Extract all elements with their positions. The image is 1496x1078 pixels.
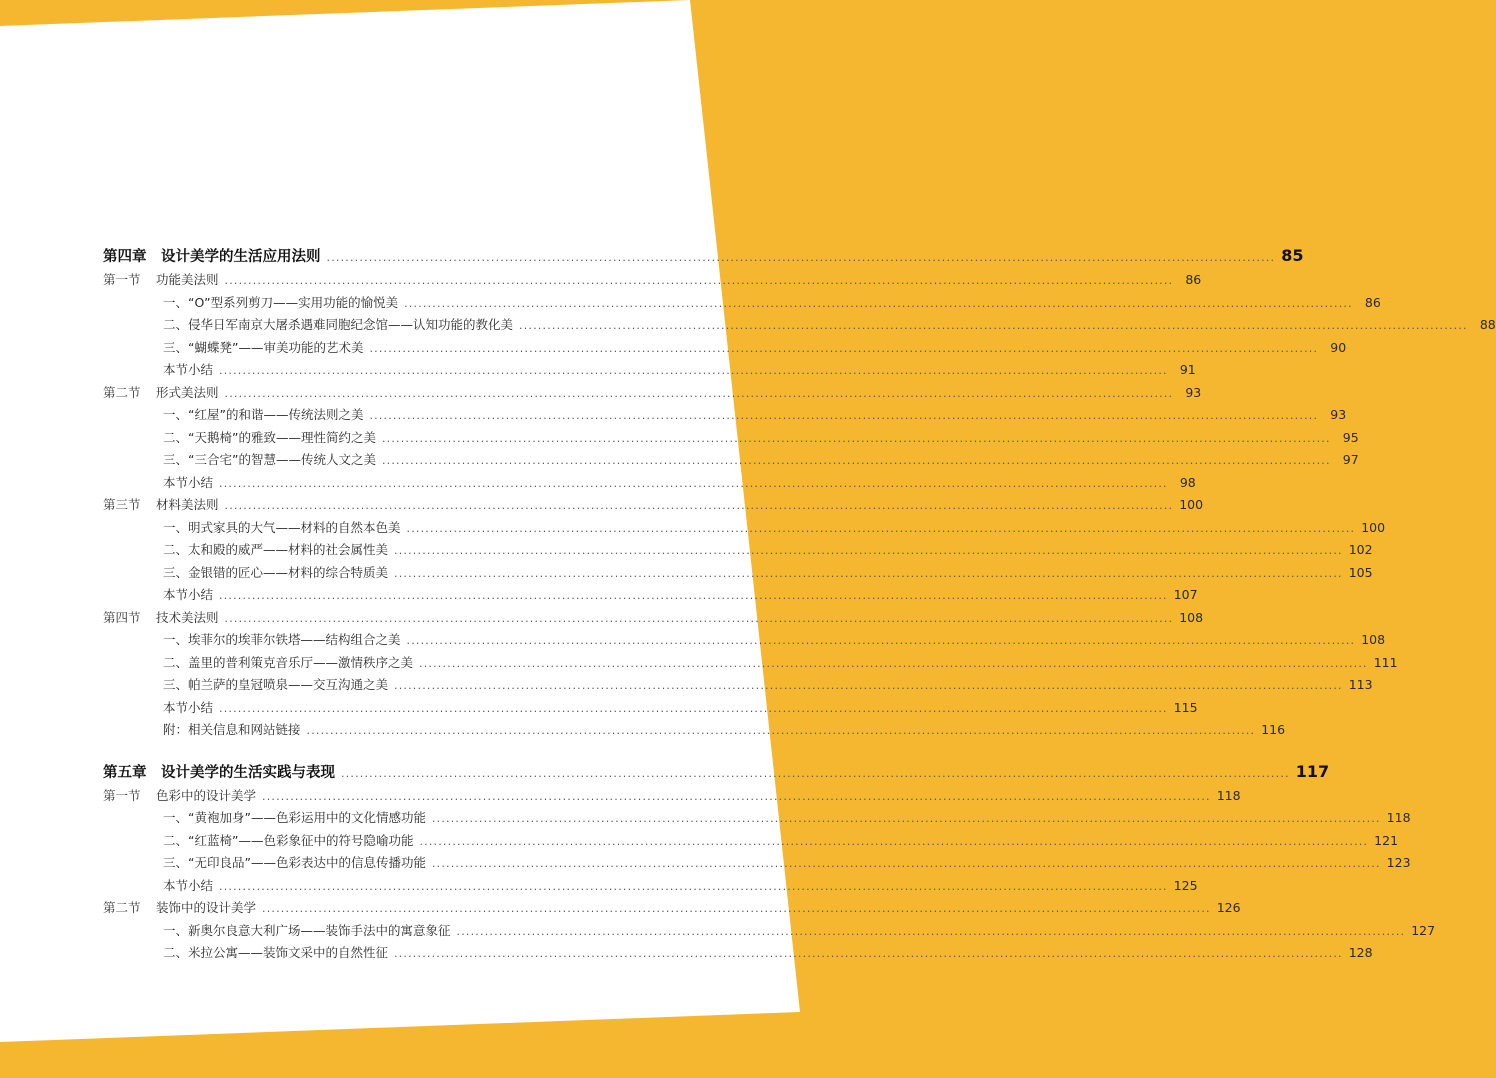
subsection-entry[interactable] [103, 562, 1373, 585]
section-entry[interactable] [103, 607, 1204, 630]
section-entry[interactable] [103, 494, 1204, 517]
subsection-entry[interactable] [103, 697, 1198, 720]
dot-leader [382, 428, 1331, 451]
subsection-title: 二、盖里的普利策克音乐厅——激情秩序之美 [163, 654, 414, 670]
section-number: 第三节 [103, 497, 141, 512]
subsection-entry[interactable] [103, 427, 1359, 450]
subsection-title: 三、金银错的匠心——材料的综合特质美 [163, 564, 389, 580]
chapter-number: 第四章 [103, 249, 147, 265]
chapter-gap [103, 742, 660, 759]
subsection-page-number: 111 [1373, 654, 1398, 670]
subsection-title: 本节小结 [163, 877, 214, 893]
subsection-entry[interactable] [103, 539, 1373, 562]
subsection-entry[interactable] [103, 852, 1411, 875]
subsection-title: 本节小结 [163, 474, 214, 490]
dot-leader [394, 563, 1343, 586]
dot-leader [307, 720, 1256, 743]
subsection-entry[interactable] [103, 875, 1198, 898]
subsection-entry[interactable] [103, 359, 1196, 382]
section-title: 技术美法则 [156, 609, 219, 625]
subsection-entry[interactable] [103, 629, 1386, 652]
table-of-contents [103, 243, 1496, 965]
chapter-page-number: 117 [1295, 761, 1330, 781]
subsection-page-number: 91 [1179, 362, 1196, 377]
subsection-page-number: 98 [1179, 474, 1196, 490]
subsection-entry[interactable] [103, 674, 1373, 697]
subsection-entry[interactable] [103, 292, 1381, 315]
section-entry[interactable] [103, 269, 1202, 292]
dot-leader [369, 338, 1318, 361]
section-entry[interactable] [103, 897, 1241, 920]
section-page-number: 100 [1179, 497, 1204, 512]
section-number: 第一节 [103, 787, 141, 803]
dot-leader [219, 698, 1168, 721]
subsection-entry[interactable] [103, 517, 1386, 540]
dot-leader [225, 495, 1174, 518]
dot-leader [394, 675, 1343, 698]
dot-leader [262, 898, 1211, 921]
dot-leader [219, 585, 1168, 608]
subsection-page-number: 93 [1330, 407, 1347, 422]
subsection-page-number: 116 [1261, 722, 1286, 737]
chapter-heading[interactable] [103, 243, 1304, 269]
dot-leader [219, 473, 1168, 496]
subsection-entry[interactable] [103, 830, 1399, 853]
dot-leader [394, 540, 1343, 563]
subsection-page-number: 108 [1361, 632, 1386, 647]
subsection-title: 二、“天鹅椅”的雅致——理性简约之美 [163, 429, 376, 445]
subsection-entry[interactable] [103, 404, 1347, 427]
subsection-page-number: 121 [1374, 832, 1399, 848]
subsection-title: 一、“红屋”的和谐——传统法则之美 [163, 407, 364, 422]
subsection-entry[interactable] [103, 472, 1196, 495]
subsection-title: 三、帕兰萨的皇冠喷泉——交互沟通之美 [163, 677, 389, 692]
subsection-title: 二、“红蓝椅”——色彩象征中的符号隐喻功能 [163, 832, 414, 848]
subsection-entry[interactable] [103, 652, 1398, 675]
dot-leader [225, 608, 1174, 631]
section-entry[interactable] [103, 382, 1202, 405]
subsection-entry[interactable] [103, 584, 1198, 607]
subsection-title: 一、埃菲尔的埃菲尔铁塔——结构组合之美 [163, 632, 401, 647]
subsection-title: 一、明式家具的大气——材料的自然本色美 [163, 519, 401, 535]
section-number: 第二节 [103, 384, 141, 400]
section-number: 第一节 [103, 272, 141, 287]
section-page-number: 118 [1216, 787, 1241, 803]
dot-leader [432, 853, 1381, 876]
section-title: 形式美法则 [156, 384, 219, 400]
chapter-number: 第五章 [103, 764, 147, 781]
subsection-title: 本节小结 [163, 699, 214, 715]
subsection-page-number: 113 [1348, 677, 1373, 692]
chapter-heading[interactable] [103, 759, 1330, 785]
section-title: 材料美法则 [156, 497, 219, 512]
subsection-title: 本节小结 [163, 587, 214, 602]
subsection-title: 三、“蝴蝶凳”——审美功能的艺术美 [163, 339, 364, 355]
section-title: 色彩中的设计美学 [156, 787, 257, 803]
subsection-page-number: 97 [1342, 452, 1359, 467]
subsection-page-number: 125 [1173, 877, 1198, 893]
subsection-page-number: 90 [1330, 339, 1347, 355]
chapter-title: 设计美学的生活实践与表现 [161, 764, 335, 781]
subsection-title: 一、“O”型系列剪刀——实用功能的愉悦美 [163, 294, 399, 310]
subsection-title: 二、太和殿的威严——材料的社会属性美 [163, 542, 389, 557]
dot-leader [404, 293, 1353, 316]
subsection-entry[interactable] [103, 337, 1347, 360]
dot-leader [519, 315, 1468, 338]
chapter-page-number: 85 [1281, 246, 1304, 265]
subsection-entry[interactable] [103, 807, 1411, 830]
dot-leader [327, 245, 1276, 271]
chapter-title: 设计美学的生活应用法则 [161, 249, 321, 265]
dot-leader [369, 405, 1318, 428]
subsection-page-number: 128 [1348, 945, 1373, 960]
subsection-page-number: 107 [1173, 587, 1198, 602]
subsection-page-number: 100 [1361, 519, 1386, 535]
subsection-page-number: 115 [1173, 699, 1198, 715]
dot-leader [225, 270, 1174, 293]
subsection-page-number: 105 [1348, 564, 1373, 580]
section-entry[interactable] [103, 785, 1241, 808]
dot-leader [225, 383, 1174, 406]
subsection-page-number: 88 [1479, 317, 1496, 332]
subsection-page-number: 118 [1386, 810, 1411, 825]
subsection-title: 附：相关信息和网站链接 [163, 722, 301, 737]
section-page-number: 126 [1216, 900, 1241, 915]
dot-leader [394, 943, 1343, 966]
subsection-title: 一、新奥尔良意大利广场——装饰手法中的寓意象征 [163, 922, 451, 938]
section-title: 装饰中的设计美学 [156, 900, 257, 915]
subsection-page-number: 102 [1348, 542, 1373, 557]
subsection-page-number: 123 [1386, 855, 1411, 870]
dot-leader [419, 653, 1368, 676]
dot-leader [407, 518, 1356, 541]
dot-leader [419, 831, 1368, 854]
section-page-number: 108 [1179, 609, 1204, 625]
subsection-entry[interactable] [103, 920, 1436, 943]
section-number: 第四节 [103, 609, 141, 625]
subsection-entry[interactable] [103, 942, 1373, 965]
section-page-number: 93 [1185, 384, 1202, 400]
subsection-title: 本节小结 [163, 362, 214, 377]
subsection-title: 三、“无印良品”——色彩表达中的信息传播功能 [163, 855, 426, 870]
subsection-entry[interactable] [103, 314, 1496, 337]
dot-leader [219, 876, 1168, 899]
subsection-entry[interactable] [103, 719, 1286, 742]
subsection-title: 三、“三合宅”的智慧——传统人文之美 [163, 452, 376, 467]
subsection-title: 一、“黄袍加身”——色彩运用中的文化情感功能 [163, 810, 426, 825]
subsection-entry[interactable] [103, 449, 1359, 472]
section-number: 第二节 [103, 900, 141, 915]
subsection-page-number: 95 [1342, 429, 1359, 445]
dot-leader [219, 360, 1168, 383]
dot-leader [432, 808, 1381, 831]
subsection-page-number: 127 [1411, 922, 1436, 938]
section-title: 功能美法则 [156, 272, 219, 287]
subsection-title: 二、侵华日军南京大屠杀遇难同胞纪念馆——认知功能的教化美 [163, 317, 514, 332]
dot-leader [262, 786, 1211, 809]
dot-leader [457, 921, 1406, 944]
dot-leader [341, 761, 1290, 787]
dot-leader [382, 450, 1331, 473]
dot-leader [407, 630, 1356, 653]
subsection-page-number: 86 [1364, 294, 1381, 310]
subsection-title: 二、米拉公寓——装饰文采中的自然性征 [163, 945, 389, 960]
section-page-number: 86 [1185, 272, 1202, 287]
